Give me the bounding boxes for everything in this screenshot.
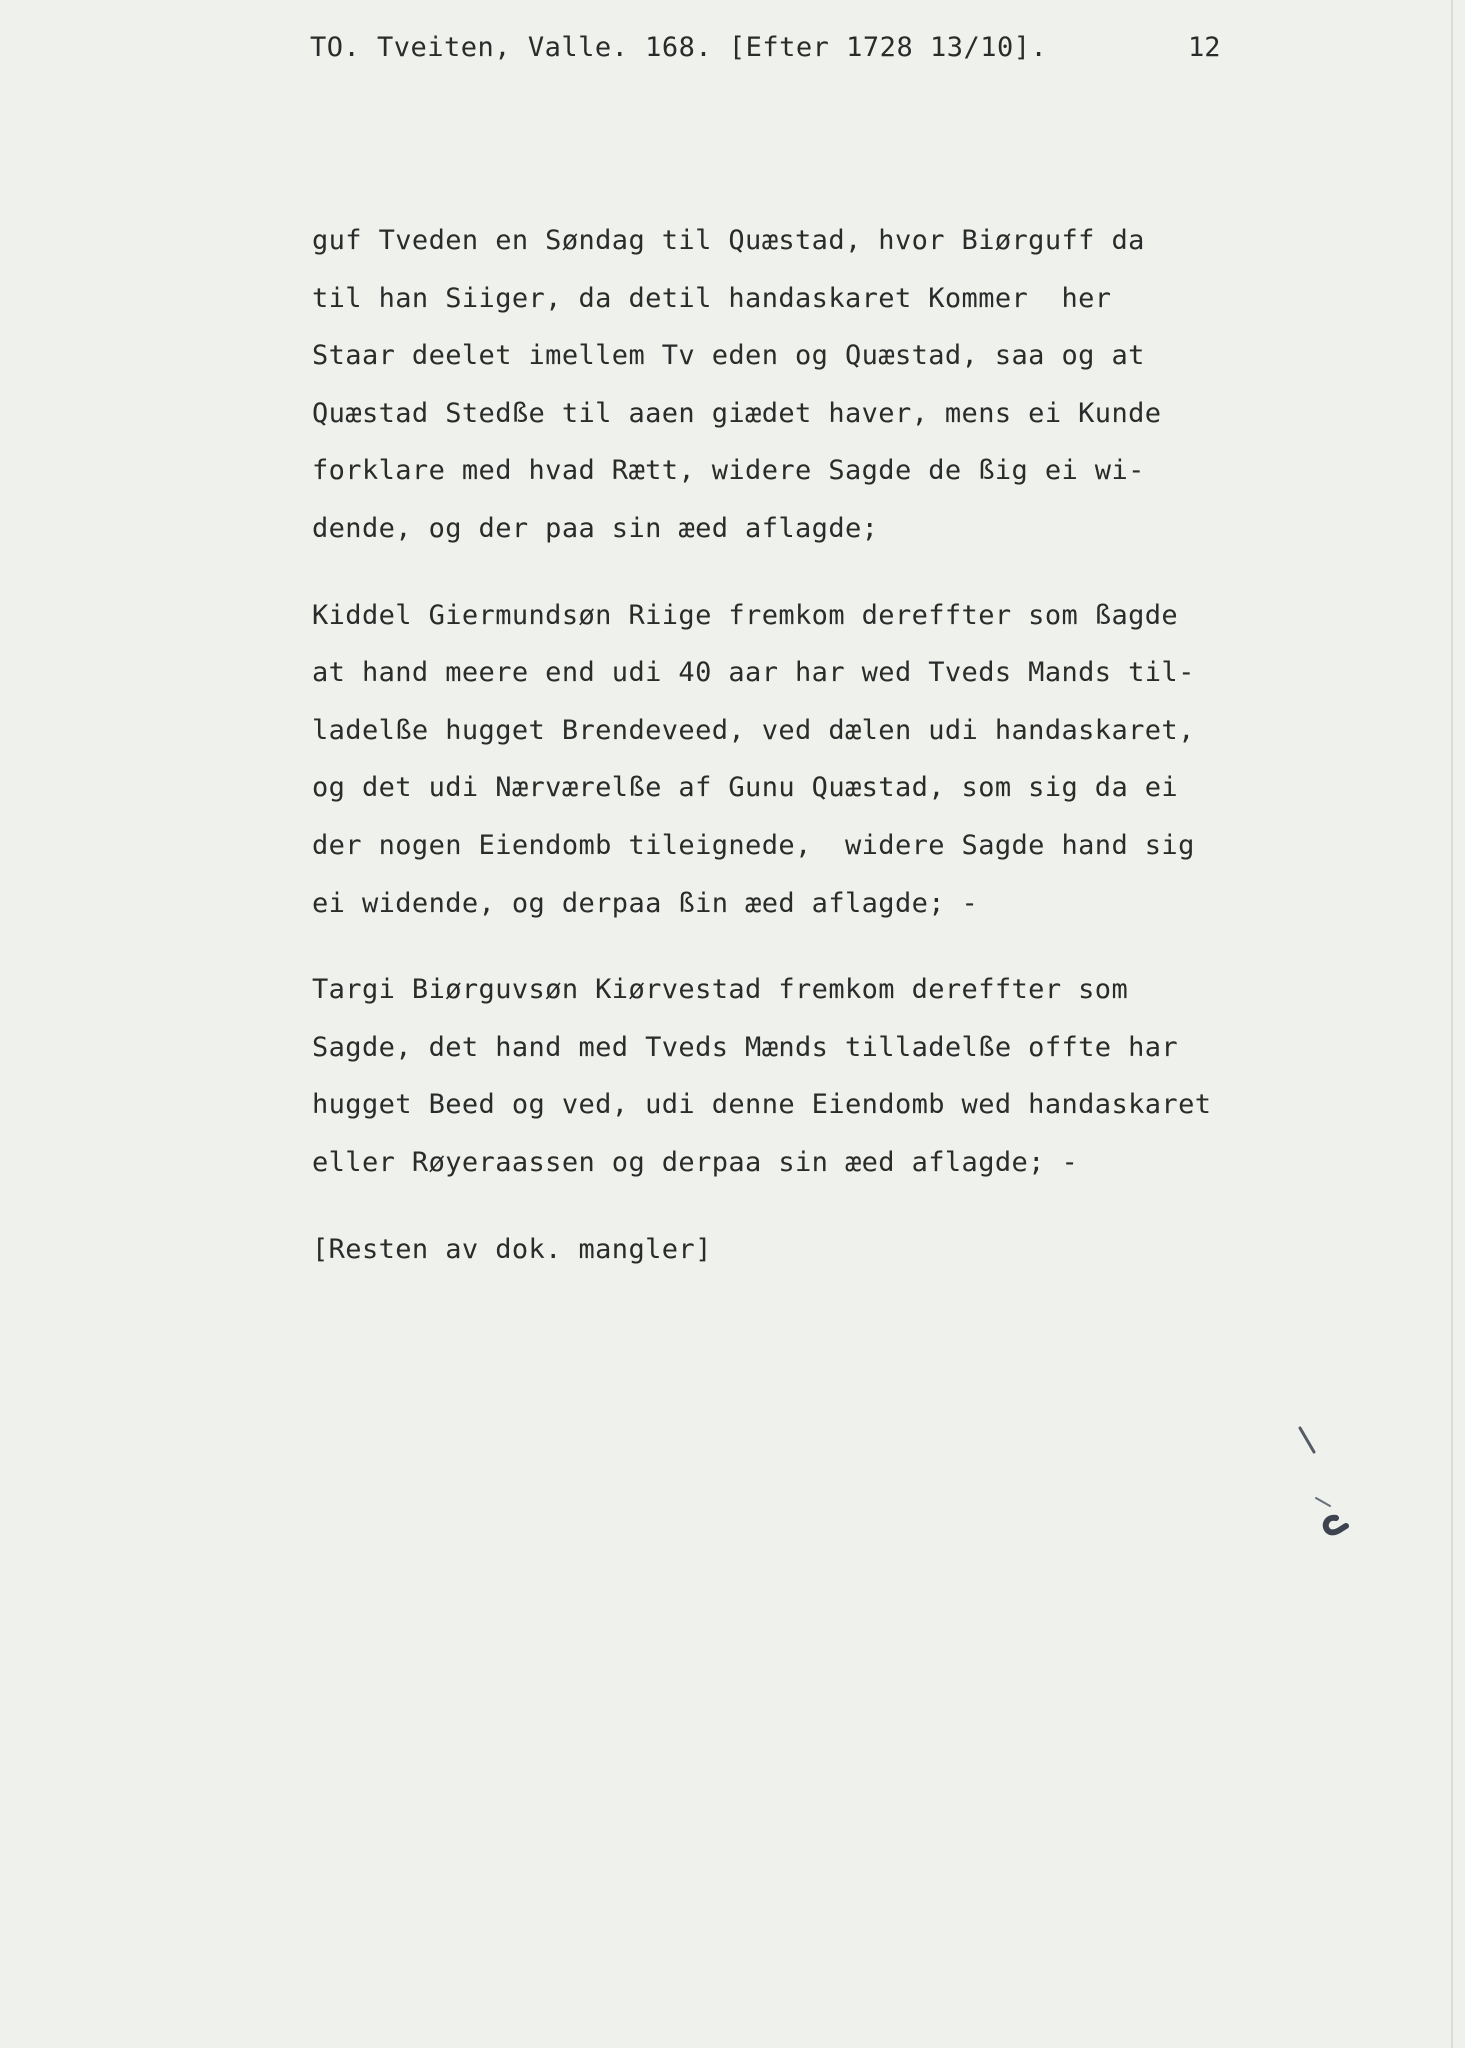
- page-edge: [1451, 0, 1453, 2048]
- page-number: 12: [1188, 32, 1221, 63]
- paragraph-1: [312, 212, 1312, 558]
- text-line: Sagde, det hand med Tveds Mænds tilladelße offte har: [312, 1031, 1179, 1063]
- text-line: Quæstad Stedße til aaen giædet haver, mens ei Kunde: [312, 397, 1162, 429]
- page-header: TO. Tveiten, Valle. 168. [Efter 1728 13/10].: [310, 32, 1048, 63]
- text-line: ladelße hugget Brendeveed, ved dælen udi handaskaret,: [312, 714, 1195, 746]
- paragraph-3: [312, 961, 1312, 1191]
- text-line: Kiddel Giermundsøn Riige fremkom dereffter som ßagde: [312, 599, 1179, 631]
- text-line: og det udi Nærværelße af Gunu Quæstad, som sig da ei: [312, 772, 1179, 804]
- paragraph-2: [312, 587, 1312, 933]
- text-line: dende, og der paa sin æed aflagde;: [312, 512, 879, 544]
- document-body: [312, 212, 1312, 1307]
- pen-mark-decoration: [1280, 1410, 1360, 1550]
- text-line: ei widende, og derpaa ßin æed aflagde; -: [312, 887, 979, 919]
- text-line: eller Røyeraassen og derpaa sin æed aflagde; -: [312, 1146, 1079, 1178]
- text-line: Staar deelet imellem Tv eden og Quæstad, saa og at: [312, 340, 1145, 372]
- text-line: til han Siiger, da detil handaskaret Kommer her: [312, 282, 1112, 314]
- paragraph-4: [312, 1221, 1312, 1279]
- text-line: der nogen Eiendomb tileignede, widere Sagde hand sig: [312, 829, 1195, 861]
- text-line: guf Tveden en Søndag til Quæstad, hvor Biørguff da: [312, 225, 1145, 256]
- text-line: hugget Beed og ved, udi denne Eiendomb wed handaskaret: [312, 1089, 1212, 1121]
- text-line: at hand meere end udi 40 aar har wed Tveds Mands til-: [312, 657, 1195, 689]
- text-line: Targi Biørguvsøn Kiørvestad fremkom dereffter som: [312, 974, 1129, 1006]
- text-line: [Resten av dok. mangler]: [312, 1233, 712, 1265]
- text-line: forklare med hvad Rætt, widere Sagde de ßig ei wi-: [312, 455, 1145, 487]
